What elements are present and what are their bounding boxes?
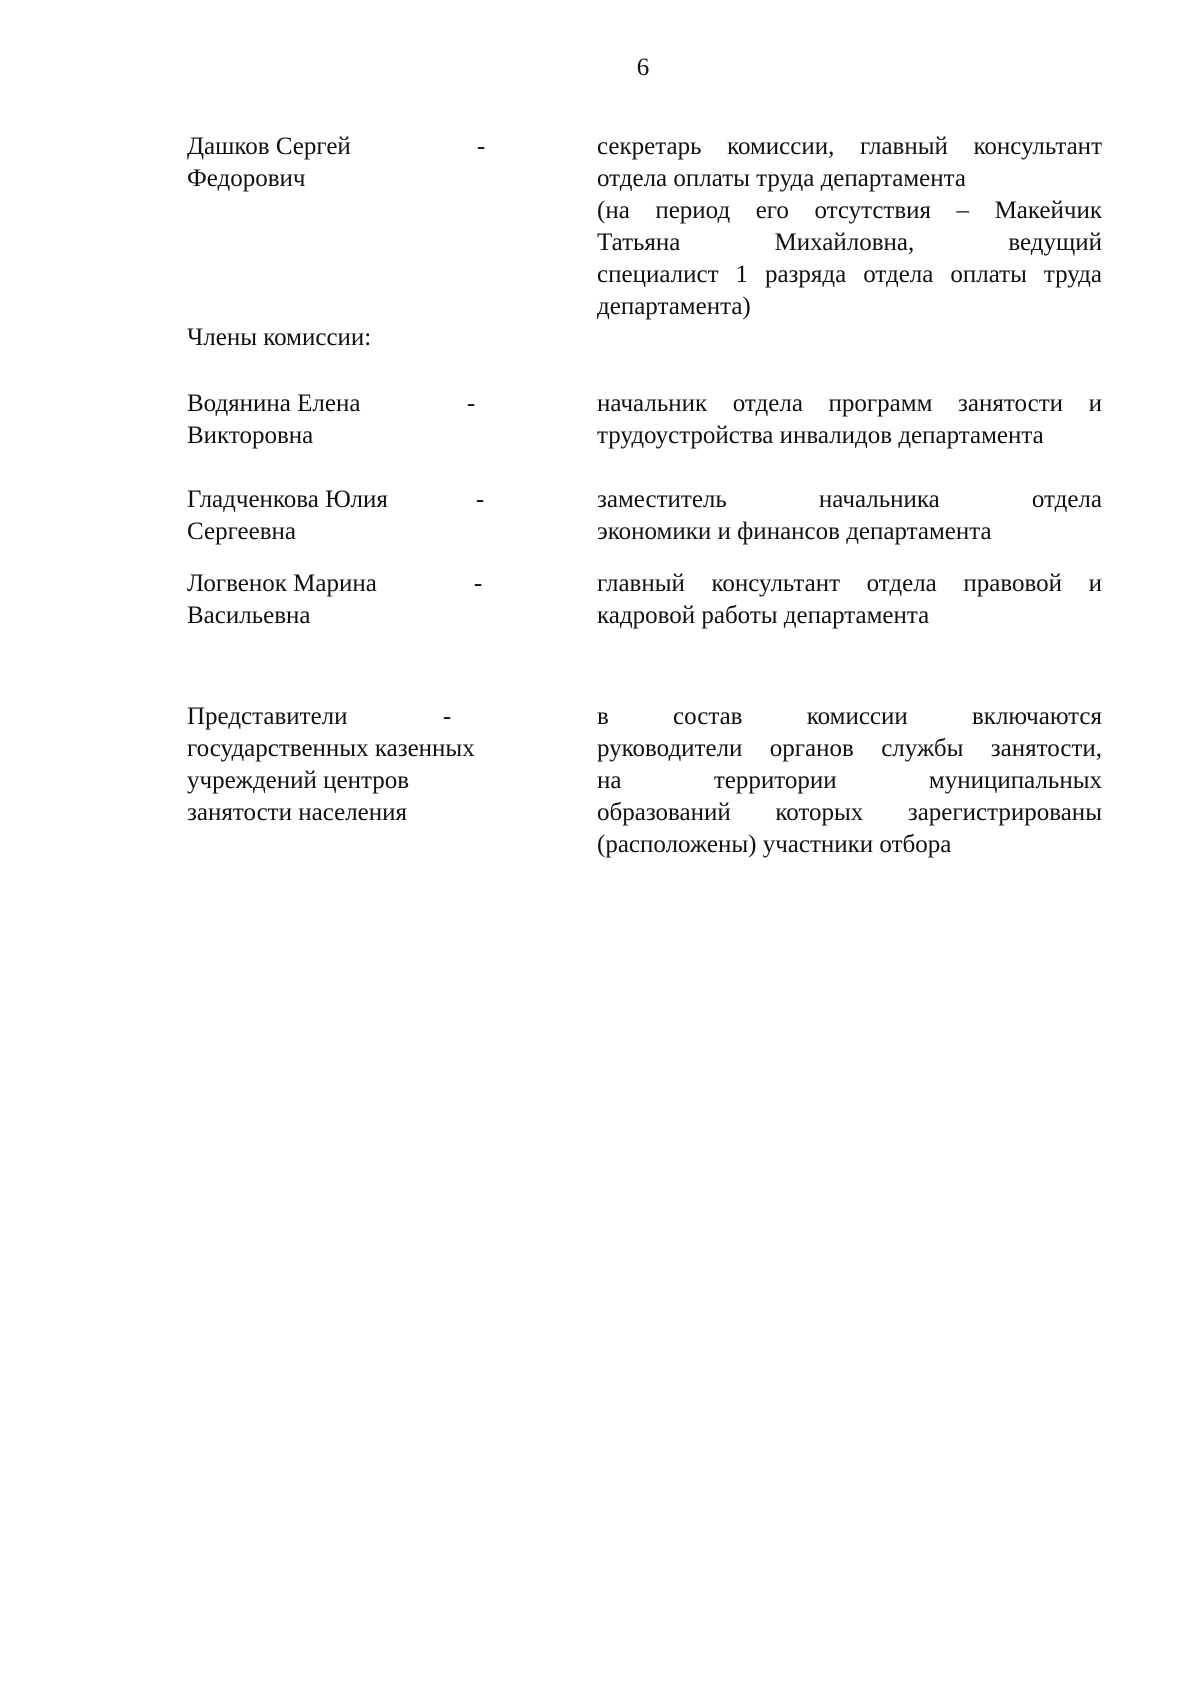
person-role: [597, 701, 1102, 861]
person-role: [597, 388, 1102, 452]
role-line: отдела оплаты труда департамента: [597, 165, 966, 192]
role-line: (расположены) участники отбора: [597, 831, 952, 858]
role-line: образований которых зарегистрированы: [597, 799, 1102, 826]
role-line: экономики и финансов департамента: [597, 518, 992, 545]
members-heading: Члены комиссии:: [187, 324, 372, 351]
dash-separator: -: [476, 133, 486, 160]
page-number: 6: [636, 54, 650, 81]
person-role: [597, 568, 1102, 632]
role-line: заместитель начальника отдела: [597, 486, 1102, 513]
role-line: начальник отдела программ занятости и: [597, 390, 1102, 417]
role-line: в состав комиссии включаются: [597, 703, 1102, 730]
role-line: (на период его отсутствия – Макейчик: [597, 197, 1102, 224]
role-line: специалист 1 разряда отдела оплаты труда: [597, 261, 1102, 288]
role-line: на территории муниципальных: [597, 767, 1102, 794]
dash-separator: -: [466, 390, 476, 417]
role-line: главный консультант отдела правовой и: [597, 570, 1102, 597]
role-line: департамента): [597, 293, 751, 320]
person-name: Водянина Елена Викторовна: [187, 390, 361, 449]
dash-separator: -: [475, 486, 485, 513]
person-role: [597, 131, 1102, 323]
role-line: кадровой работы департамента: [597, 602, 930, 629]
role-line: руководители органов службы занятости,: [597, 735, 1102, 762]
role-line: Татьяна Михайловна, ведущий: [597, 229, 1102, 256]
person-role: [597, 484, 1102, 548]
person-name: Дашков Сергей Федорович: [187, 133, 351, 192]
dash-separator: -: [473, 570, 483, 597]
person-name: Представители государственных казенных учреждений центров занятости населения: [187, 703, 475, 826]
person-name: Гладченкова Юлия Сергеевна: [187, 486, 388, 545]
role-line: секретарь комиссии, главный консультант: [597, 133, 1102, 160]
person-name: Логвенок Марина Васильевна: [187, 570, 377, 629]
dash-separator: -: [442, 703, 452, 730]
role-line: трудоустройства инвалидов департамента: [597, 422, 1044, 449]
